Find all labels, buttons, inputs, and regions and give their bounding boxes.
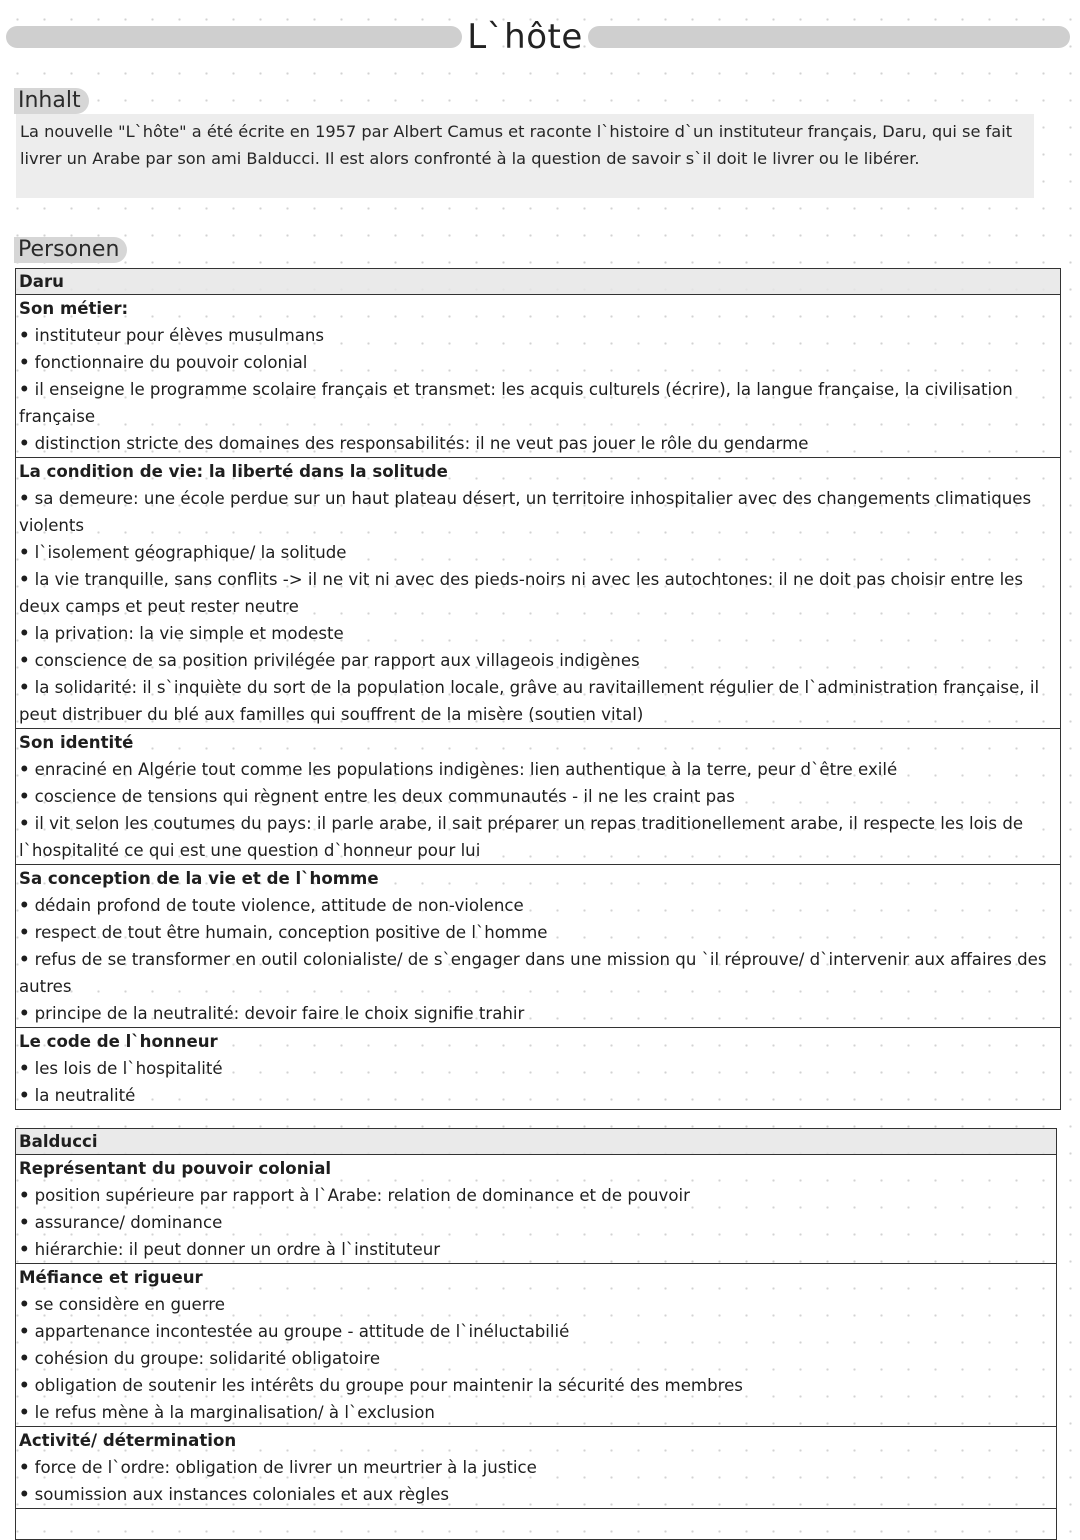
list-item: • les lois de l`hospitalité	[19, 1055, 1057, 1082]
list-item: • se considère en guerre	[19, 1291, 1053, 1318]
title-bar-right	[588, 26, 1070, 48]
list-item: • sa demeure: une école perdue sur un haut plateau désert, un territoire inhospitalier avec des changements climatiques violents	[19, 485, 1057, 539]
list-item: • principe de la neutralité: devoir faire le choix signifie trahir	[19, 1000, 1057, 1027]
list-item: • la privation: la vie simple et modeste	[19, 620, 1057, 647]
list-item: • obligation de soutenir les intérêts du groupe pour maintenir la sécurité des membres	[19, 1372, 1053, 1399]
list-item: • refus de se transformer en outil colonialiste/ de s`engager dans une mission qu `il réprouve/ d`intervenir aux affaires des autres	[19, 946, 1057, 1000]
list-item: • fonctionnaire du pouvoir colonial	[19, 349, 1057, 376]
list-item: • il enseigne le programme scolaire français et transmet: les acquis culturels (écrire), la langue française, la civilisation française	[19, 376, 1057, 430]
inhalt-text: La nouvelle "L`hôte" a été écrite en 1957 par Albert Camus et raconte l`histoire d`un instituteur français, Daru, qui se fait livrer un Arabe par son ami Balducci. Il est alors confronté à la question de savoir s`il doit le livrer ou le libérer.	[20, 122, 1013, 168]
list-item: • soumission aux instances coloniales et aux règles	[19, 1481, 1053, 1508]
person-table-balducci	[15, 1128, 1057, 1540]
list-item: • il vit selon les coutumes du pays: il parle arabe, il sait préparer un repas traditionellement arabe, il respecte les lois de l`hospitalité ce qui est une question d`honneur pour lui	[19, 810, 1057, 864]
list-item: • coscience de tensions qui règnent entre les deux communautés - il ne les craint pas	[19, 783, 1057, 810]
list-item: • dédain profond de toute violence, attitude de non-violence	[19, 892, 1057, 919]
daru-section-metier	[16, 295, 1061, 458]
list-item: • la vie tranquille, sans conflits -> il ne vit ni avec des pieds-noirs ni avec les autochtones: il ne doit pas choisir entre les deux camps et peut rester neutre	[19, 566, 1057, 620]
section-heading: Représentant du pouvoir colonial	[19, 1159, 332, 1178]
section-heading: Son identité	[19, 733, 134, 752]
list-item: • cohésion du groupe: solidarité obligatoire	[19, 1345, 1053, 1372]
balducci-section-activite	[16, 1427, 1057, 1509]
balducci-section-mefiance	[16, 1264, 1057, 1427]
section-heading: La condition de vie: la liberté dans la solitude	[19, 462, 448, 481]
daru-section-identite	[16, 729, 1061, 865]
title-bar-left	[6, 26, 462, 48]
list-item: • la solidarité: il s`inquiète du sort de la population locale, grâve au ravitaillement régulier de l`administration française, il peut distribuer du blé aux familles qui souffrent de la misère (soutien vital)	[19, 674, 1057, 728]
daru-section-condition	[16, 458, 1061, 729]
list-item: • instituteur pour élèves musulmans	[19, 322, 1057, 349]
section-heading: Le code de l`honneur	[19, 1032, 218, 1051]
list-item: • assurance/ dominance	[19, 1209, 1053, 1236]
daru-section-honneur	[16, 1028, 1061, 1110]
list-item: • respect de tout être humain, conception positive de l`homme	[19, 919, 1057, 946]
section-heading: Sa conception de la vie et de l`homme	[19, 869, 379, 888]
section-heading: Son métier:	[19, 299, 129, 318]
section-label-personen: Personen	[14, 237, 127, 263]
list-item: • enraciné en Algérie tout comme les populations indigènes: lien authentique à la terre, peur d`être exilé	[19, 756, 1057, 783]
list-item: • conscience de sa position privilégée par rapport aux villageois indigènes	[19, 647, 1057, 674]
title-header	[0, 14, 1080, 60]
person-name-balducci: Balducci	[16, 1129, 1057, 1155]
person-table-daru	[15, 268, 1061, 1110]
list-item: • position supérieure par rapport à l`Arabe: relation de dominance et de pouvoir	[19, 1182, 1053, 1209]
list-item: • le refus mène à la marginalisation/ à l`exclusion	[19, 1399, 1053, 1426]
balducci-empty-row	[16, 1509, 1057, 1540]
section-heading: Méfiance et rigueur	[19, 1268, 203, 1287]
person-name-daru: Daru	[16, 269, 1061, 295]
list-item: • hiérarchie: il peut donner un ordre à l`instituteur	[19, 1236, 1053, 1263]
list-item: • distinction stricte des domaines des responsabilités: il ne veut pas jouer le rôle du gendarme	[19, 430, 1057, 457]
daru-section-conception	[16, 865, 1061, 1028]
inhalt-box	[16, 114, 1034, 198]
list-item: • force de l`ordre: obligation de livrer un meurtrier à la justice	[19, 1454, 1053, 1481]
list-item: • la neutralité	[19, 1082, 1057, 1109]
section-label-inhalt: Inhalt	[14, 88, 89, 114]
balducci-section-pouvoir	[16, 1155, 1057, 1264]
list-item: • l`isolement géographique/ la solitude	[19, 539, 1057, 566]
list-item: • appartenance incontestée au groupe - attitude de l`inéluctabilié	[19, 1318, 1053, 1345]
page-title: L`hôte	[467, 17, 583, 57]
section-heading: Activité/ détermination	[19, 1431, 237, 1450]
